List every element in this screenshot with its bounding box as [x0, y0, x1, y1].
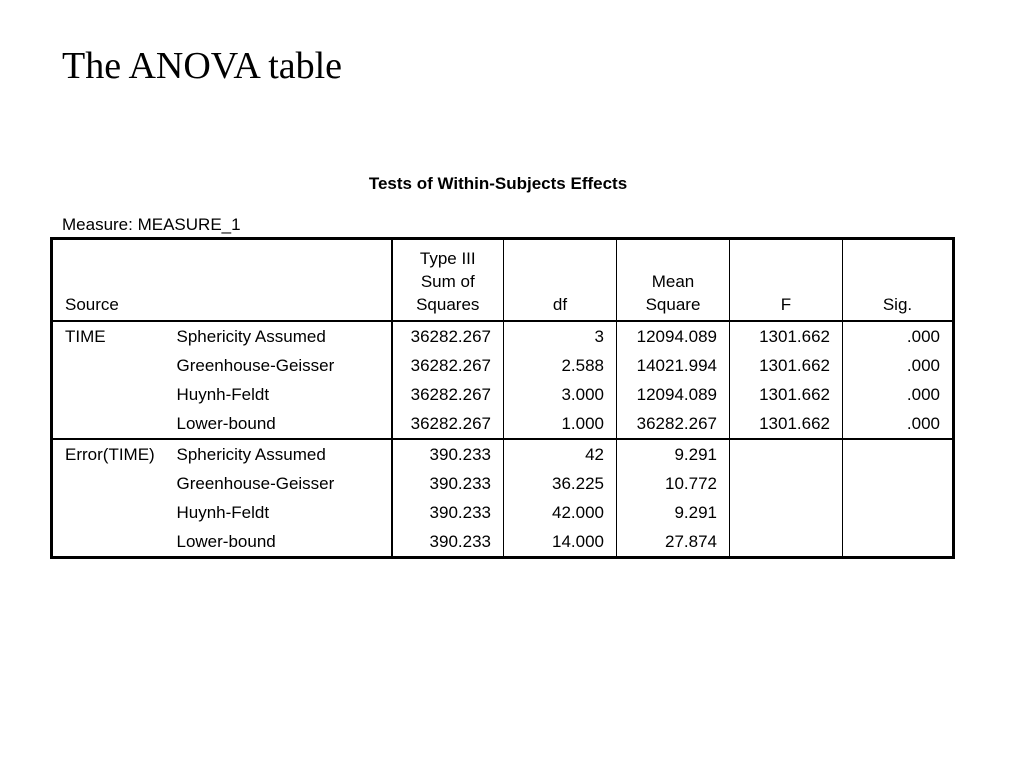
row-df: 14.000	[504, 527, 617, 558]
header-f: F	[730, 239, 843, 322]
row-ms: 10.772	[617, 469, 730, 498]
row-f: 1301.662	[730, 351, 843, 380]
row-ms: 14021.994	[617, 351, 730, 380]
header-mean-square	[617, 239, 730, 322]
row-sig	[843, 498, 954, 527]
slide-title: The ANOVA table	[62, 45, 343, 87]
row-source	[52, 469, 177, 498]
header-ss-line-1: Type III	[419, 249, 476, 268]
row-sig: .000	[843, 321, 954, 351]
table-row	[52, 469, 954, 498]
row-f: 1301.662	[730, 380, 843, 409]
table-row	[52, 439, 954, 469]
row-correction: Lower-bound	[176, 531, 276, 551]
header-ms-line-2: Square	[645, 295, 701, 314]
row-ss: 36282.267	[392, 351, 504, 380]
row-ss: 36282.267	[392, 409, 504, 439]
row-sig	[843, 527, 954, 558]
row-correction: Greenhouse-Geisser	[176, 473, 335, 493]
row-source	[52, 409, 177, 439]
row-ss: 390.233	[392, 439, 504, 469]
row-source	[52, 380, 177, 409]
row-source	[52, 527, 177, 558]
row-ms: 36282.267	[617, 409, 730, 439]
row-ss: 36282.267	[392, 380, 504, 409]
row-sig: .000	[843, 409, 954, 439]
row-df: 42.000	[504, 498, 617, 527]
row-df: 3	[504, 321, 617, 351]
row-sig	[843, 469, 954, 498]
row-ss: 36282.267	[392, 321, 504, 351]
table-caption: Tests of Within-Subjects Effects	[368, 174, 628, 193]
row-ss: 390.233	[392, 498, 504, 527]
row-df: 42	[504, 439, 617, 469]
header-ms-line-1: Mean	[651, 272, 695, 291]
row-ms: 27.874	[617, 527, 730, 558]
header-sig: Sig.	[843, 239, 954, 322]
row-f	[730, 527, 843, 558]
row-correction: Sphericity Assumed	[177, 439, 392, 469]
table-row	[52, 351, 954, 380]
row-sig: .000	[843, 380, 954, 409]
table-row	[52, 527, 954, 558]
row-source	[52, 498, 177, 527]
row-f: 1301.662	[730, 321, 843, 351]
header-source: Source	[65, 295, 119, 314]
table-header	[52, 239, 954, 322]
row-df: 3.000	[504, 380, 617, 409]
row-f	[730, 469, 843, 498]
table-row	[52, 380, 954, 409]
anova-table	[50, 237, 955, 559]
row-ss: 390.233	[392, 527, 504, 558]
measure-label: Measure: MEASURE_1	[62, 215, 241, 234]
row-f	[730, 439, 843, 469]
row-correction: Lower-bound	[176, 413, 276, 433]
row-correction: Sphericity Assumed	[177, 321, 392, 351]
row-ms: 12094.089	[617, 380, 730, 409]
row-source	[52, 351, 177, 380]
row-sig: .000	[843, 351, 954, 380]
row-df: 1.000	[504, 409, 617, 439]
row-ms: 9.291	[617, 498, 730, 527]
table-row	[52, 409, 954, 439]
row-ms: 9.291	[617, 439, 730, 469]
table-row	[52, 321, 954, 351]
row-f: 1301.662	[730, 409, 843, 439]
header-df: df	[504, 239, 617, 322]
row-df: 2.588	[504, 351, 617, 380]
table-body	[52, 321, 954, 558]
header-ss-line-3: Squares	[416, 295, 480, 314]
row-source: TIME	[52, 321, 177, 351]
row-correction: Huynh-Feldt	[176, 502, 270, 522]
row-source: Error(TIME)	[52, 439, 177, 469]
row-ss: 390.233	[392, 469, 504, 498]
row-f	[730, 498, 843, 527]
row-sig	[843, 439, 954, 469]
header-ss-line-2: Sum of	[420, 272, 475, 291]
header-sum-of-squares	[392, 239, 504, 322]
table-row	[52, 498, 954, 527]
row-correction: Greenhouse-Geisser	[176, 355, 335, 375]
row-df: 36.225	[504, 469, 617, 498]
row-correction: Huynh-Feldt	[176, 384, 270, 404]
row-ms: 12094.089	[617, 321, 730, 351]
